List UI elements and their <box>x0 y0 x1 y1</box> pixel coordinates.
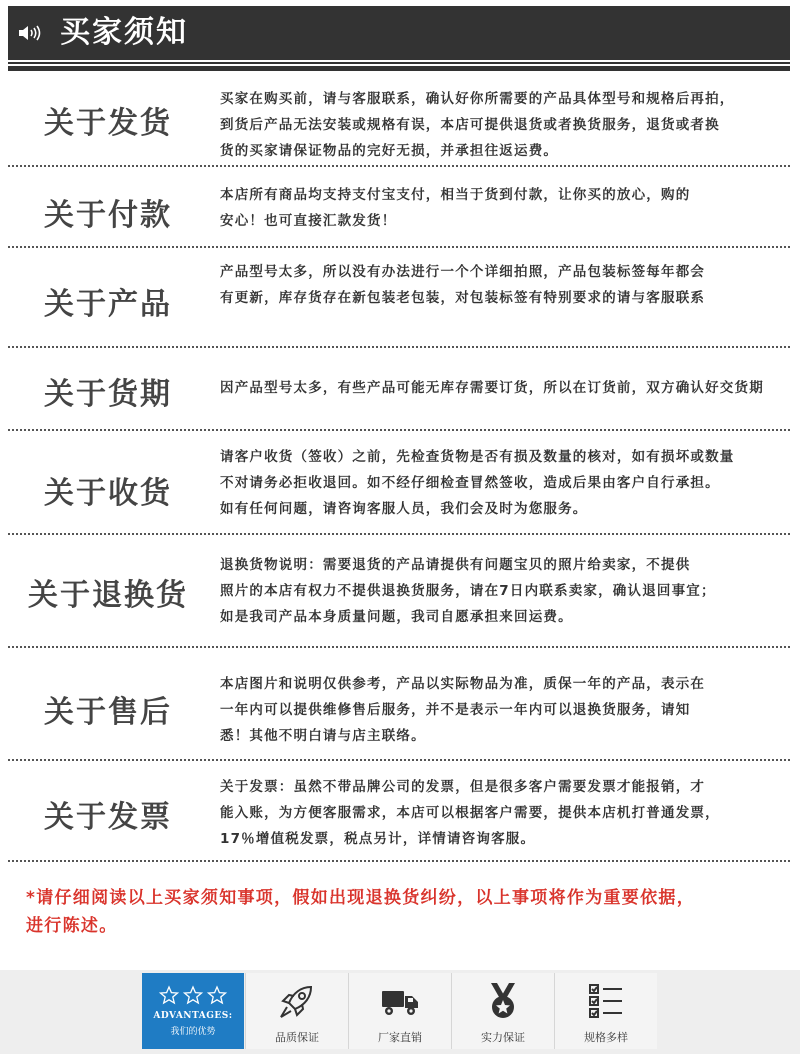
feature-variety <box>554 973 657 1049</box>
section-body <box>220 259 785 311</box>
section-line: 不对请务必拒收退回。如不经仔细检查冒然签收，造成后果由客户自行承担。 <box>220 475 720 491</box>
feature-strength <box>451 973 554 1049</box>
section-delivery-time <box>8 349 790 429</box>
section-line: 17％增值税发票，税点另计，详情请咨询客服。 <box>220 831 536 847</box>
section-title: 关于收货 <box>44 476 172 511</box>
checklist-icon <box>586 981 626 1021</box>
page-title: 买家须知 <box>60 15 188 50</box>
section-line: 悉！其他不明白请与店主联络。 <box>220 728 426 744</box>
section-divider <box>8 429 790 431</box>
section-line: 本店所有商品均支持支付宝支付，相当于货到付款，让你买的放心，购的 <box>220 187 691 203</box>
section-line: 请客户收货（签收）之前，先检查货物是否有损及数量的核对，如有损坏或数量 <box>220 449 735 465</box>
section-after-sales <box>8 649 790 759</box>
header-bar <box>8 6 790 60</box>
section-title: 关于退换货 <box>28 578 188 613</box>
notice-line: 进行陈述。 <box>26 916 118 936</box>
section-line: 如有任何问题，请咨询客服人员，我们会及时为您服务。 <box>220 501 588 517</box>
section-title: 关于付款 <box>44 198 172 233</box>
section-line: 如是我司产品本身质量问题，我司自愿承担来回运费。 <box>220 609 573 625</box>
section-divider <box>8 646 790 648</box>
advantages-title: ADVANTAGES: <box>153 1011 233 1021</box>
section-divider <box>8 346 790 348</box>
section-receiving <box>8 432 790 530</box>
section-line: 到货后产品无法安装或规格有误，本店可提供退货或者换货服务，退货或者换 <box>220 117 720 133</box>
section-products <box>8 249 790 345</box>
section-divider <box>8 860 790 862</box>
section-body <box>220 671 785 749</box>
section-line: 安心！也可直接汇款发货！ <box>220 213 397 229</box>
section-divider <box>8 759 790 761</box>
feature-factory-direct <box>348 973 451 1049</box>
truck-icon <box>380 981 420 1021</box>
important-notice <box>26 884 776 940</box>
feature-quality <box>245 973 348 1049</box>
section-divider <box>8 246 790 248</box>
section-body <box>220 375 785 401</box>
section-title: 关于货期 <box>44 377 172 412</box>
section-body <box>220 774 785 852</box>
feature-label: 规格多样 <box>584 1031 628 1044</box>
section-line: 货的买家请保证物品的完好无损，并承担往返运费。 <box>220 143 559 159</box>
section-body <box>220 552 785 630</box>
section-returns <box>8 536 790 646</box>
section-line: 能入账，为方便客服需求，本店可以根据客户需要，提供本店机打普通发票， <box>220 805 720 821</box>
header-rule-thick <box>8 66 790 71</box>
section-shipping <box>8 78 790 162</box>
section-line: 关于发票：虽然不带品牌公司的发票，但是很多客户需要发票才能报销，才 <box>220 779 706 795</box>
feature-label: 品质保证 <box>275 1031 319 1044</box>
section-divider <box>8 165 790 167</box>
section-title: 关于售后 <box>44 695 172 730</box>
section-line: 退换货物说明：需要退货的产品请提供有问题宝贝的照片给卖家，不提供 <box>220 557 691 573</box>
section-line: 本店图片和说明仅供参考，产品以实际物品为准，质保一年的产品，表示在 <box>220 676 706 692</box>
advantages-subtitle: 我们的优势 <box>170 1027 216 1037</box>
feature-label: 厂家直销 <box>378 1031 422 1044</box>
feature-label: 实力保证 <box>481 1031 525 1044</box>
header-rule <box>8 62 790 64</box>
section-line: 照片的本店有权力不提供退换货服务，请在7日内联系卖家，确认退回事宜； <box>220 583 716 599</box>
section-line: 产品型号太多，所以没有办法进行一个个详细拍照，产品包装标签每年都会 <box>220 264 706 280</box>
section-title: 关于发票 <box>44 800 172 835</box>
section-body <box>220 182 785 234</box>
section-invoice <box>8 762 790 860</box>
stars-icon <box>158 985 228 1005</box>
section-title: 关于发货 <box>44 106 172 141</box>
section-body <box>220 444 785 522</box>
section-line: 因产品型号太多，有些产品可能无库存需要订货，所以在订货前，双方确认好交货期 <box>220 380 764 396</box>
section-body <box>220 86 785 164</box>
advantages-badge <box>142 973 244 1049</box>
section-divider <box>8 533 790 535</box>
section-line: 一年内可以提供维修售后服务，并不是表示一年内可以退换货服务，请知 <box>220 702 691 718</box>
rocket-icon <box>277 981 317 1021</box>
speaker-icon <box>18 24 44 42</box>
section-payment <box>8 168 790 246</box>
medal-icon <box>483 981 523 1021</box>
section-line: 有更新，库存货存在新包装老包装，对包装标签有特别要求的请与客服联系 <box>220 290 706 306</box>
notice-line: *请仔细阅读以上买家须知事项，假如出现退换货纠纷，以上事项将作为重要依据， <box>26 888 695 908</box>
section-title: 关于产品 <box>44 287 172 322</box>
advantages-footer <box>0 970 800 1054</box>
section-line: 买家在购买前，请与客服联系，确认好你所需要的产品具体型号和规格后再拍， <box>220 91 735 107</box>
